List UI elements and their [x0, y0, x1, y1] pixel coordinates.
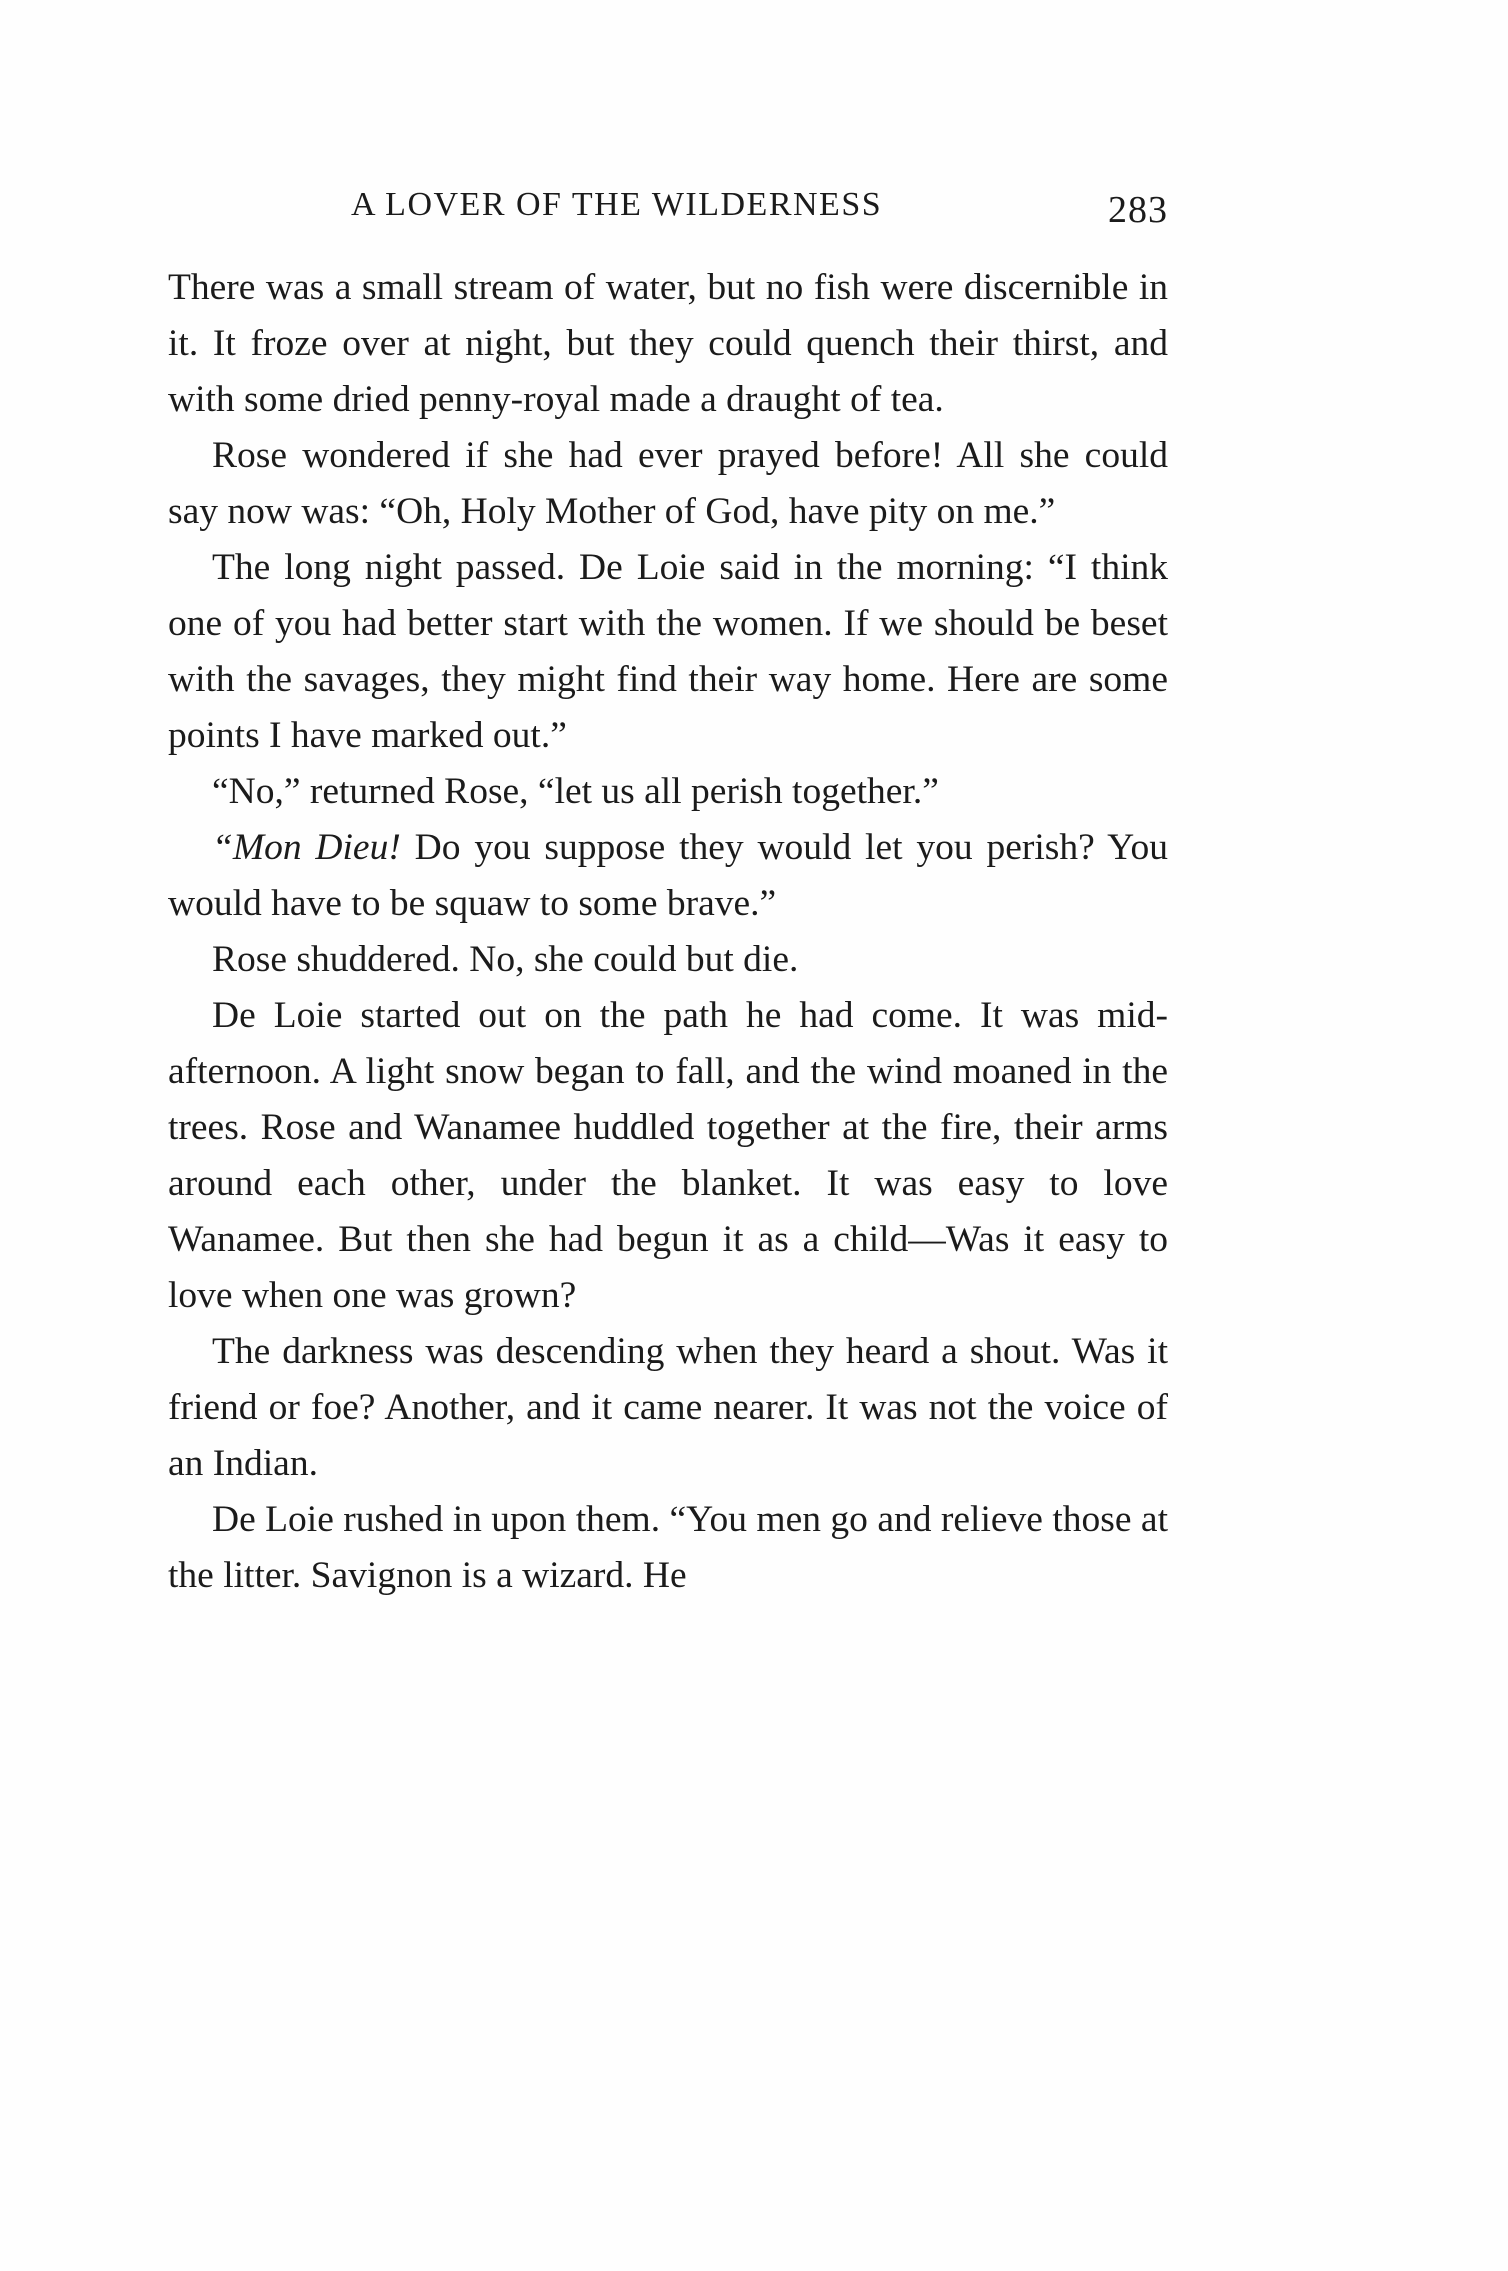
page-number: 283: [1108, 189, 1168, 231]
paragraph: De Loie started out on the path he had come. It was mid-afternoon. A light snow began to fall, and the wind moaned in the trees. Rose and Wanamee huddled together at the fire, their arms around each other, under the blanket. It was easy to love Wanamee. But then she had begun it as a child—Was it easy to love when one was grown?: [168, 995, 1168, 1316]
paragraph: The long night passed. De Loie said in the morning: “I think one of you had better start with the women. If we should be beset with the savages, they might find their way home. Here are some points I have marked out.”: [168, 547, 1168, 756]
paragraph: There was a small stream of water, but no fish were discernible in it. It froze over at night, but they could quench their thirst, and with some dried penny-royal made a draught of tea.: [168, 267, 1168, 420]
running-head: A LOVER OF THE WILDERNESS: [351, 186, 883, 223]
paragraph: “No,” returned Rose, “let us all perish together.”: [212, 771, 939, 812]
paragraph: Rose shuddered. No, she could but die.: [212, 939, 799, 980]
paragraph: Rose wondered if she had ever prayed before! All she could say now was: “Oh, Holy Mother of God, have pity on me.”: [168, 435, 1168, 532]
body-text: [168, 260, 1168, 1604]
italic-phrase: “Mon Dieu!: [212, 827, 401, 868]
paragraph: The darkness was descending when they heard a shout. Was it friend or foe? Another, and it came nearer. It was not the voice of an Indian.: [168, 1331, 1168, 1484]
paragraph: [168, 820, 1168, 932]
paragraph: De Loie rushed in upon them. “You men go and relieve those at the litter. Savignon is a wizard. He: [168, 1499, 1168, 1596]
paragraph-text: Do you suppose they would let you perish? You would have to be squaw to some brave.”: [168, 827, 1169, 924]
page-header: [168, 180, 1168, 236]
